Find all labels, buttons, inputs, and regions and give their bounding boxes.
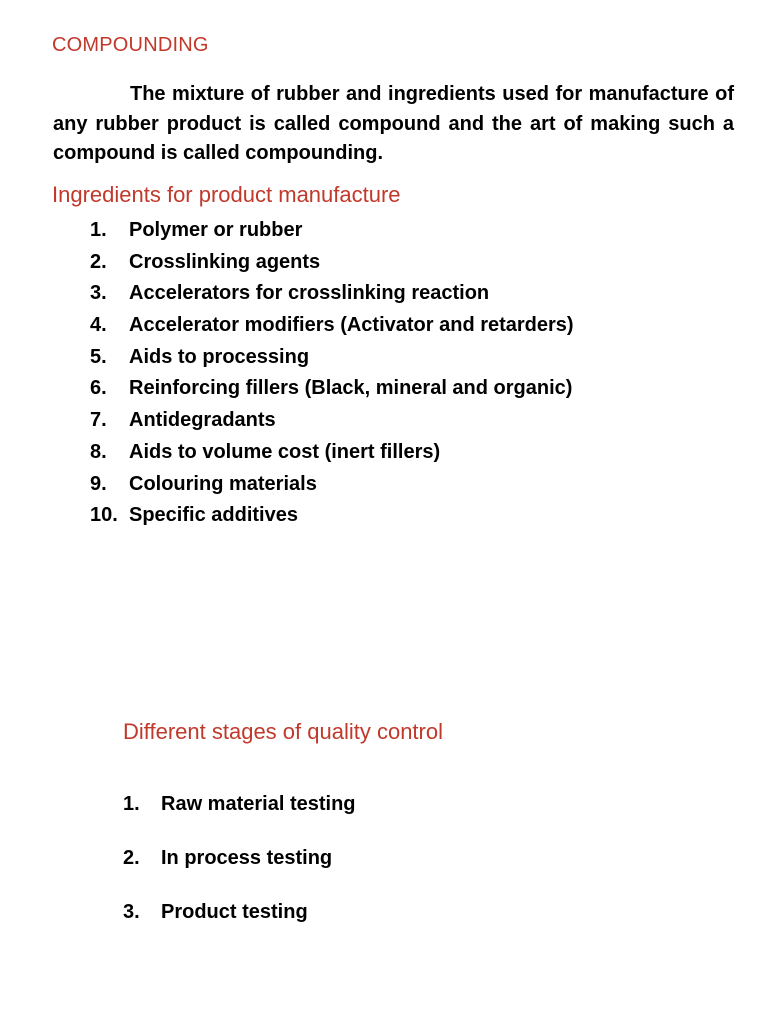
list-number: 3. xyxy=(90,282,107,305)
ingredients-list xyxy=(90,215,574,532)
list-item xyxy=(90,215,574,247)
quality-control-heading: Different stages of quality control xyxy=(123,719,443,744)
list-item-text: Accelerator modifiers (Activator and retarders) xyxy=(129,314,574,337)
list-number: 9. xyxy=(90,472,107,495)
list-item-text: Aids to volume cost (inert fillers) xyxy=(129,440,441,463)
list-item-text: Product testing xyxy=(161,901,308,923)
list-item-text: Antidegradants xyxy=(129,409,276,432)
list-item xyxy=(123,844,356,898)
list-number: 2. xyxy=(123,847,140,869)
list-item xyxy=(90,342,574,374)
list-number: 5. xyxy=(90,345,107,368)
list-number: 1. xyxy=(123,793,140,815)
list-item xyxy=(90,500,574,532)
ingredients-heading: Ingredients for product manufacture xyxy=(52,182,401,207)
list-item xyxy=(123,898,356,952)
intro-paragraph: The mixture of rubber and ingredients used for manufacture of any rubber product is called compound and the art of making such a compound is called compounding. xyxy=(53,83,734,164)
list-item xyxy=(90,405,574,437)
list-item-text: Reinforcing fillers (Black, mineral and organic) xyxy=(129,377,573,400)
list-item xyxy=(90,278,574,310)
list-item-text: Accelerators for crosslinking reaction xyxy=(129,282,490,305)
list-item-text: In process testing xyxy=(161,847,333,869)
list-item-text: Specific additives xyxy=(129,504,298,527)
list-item-text: Raw material testing xyxy=(161,793,356,815)
list-item xyxy=(90,373,574,405)
list-item xyxy=(90,469,574,501)
list-number: 2. xyxy=(90,250,107,273)
list-number: 6. xyxy=(90,377,107,400)
list-item xyxy=(123,790,356,844)
list-item-text: Colouring materials xyxy=(129,472,317,495)
list-item-text: Aids to processing xyxy=(129,345,310,368)
list-item xyxy=(90,247,574,279)
list-item-text: Polymer or rubber xyxy=(129,219,303,241)
list-item xyxy=(90,310,574,342)
page-title: COMPOUNDING xyxy=(52,34,209,56)
list-number: 4. xyxy=(90,314,107,337)
list-number: 8. xyxy=(90,440,107,463)
list-item-text: Crosslinking agents xyxy=(129,250,321,273)
list-number: 1. xyxy=(90,219,107,241)
list-item xyxy=(90,437,574,469)
list-number: 10. xyxy=(90,504,118,527)
quality-control-list xyxy=(123,790,356,952)
list-number: 3. xyxy=(123,901,140,923)
list-number: 7. xyxy=(90,409,107,432)
